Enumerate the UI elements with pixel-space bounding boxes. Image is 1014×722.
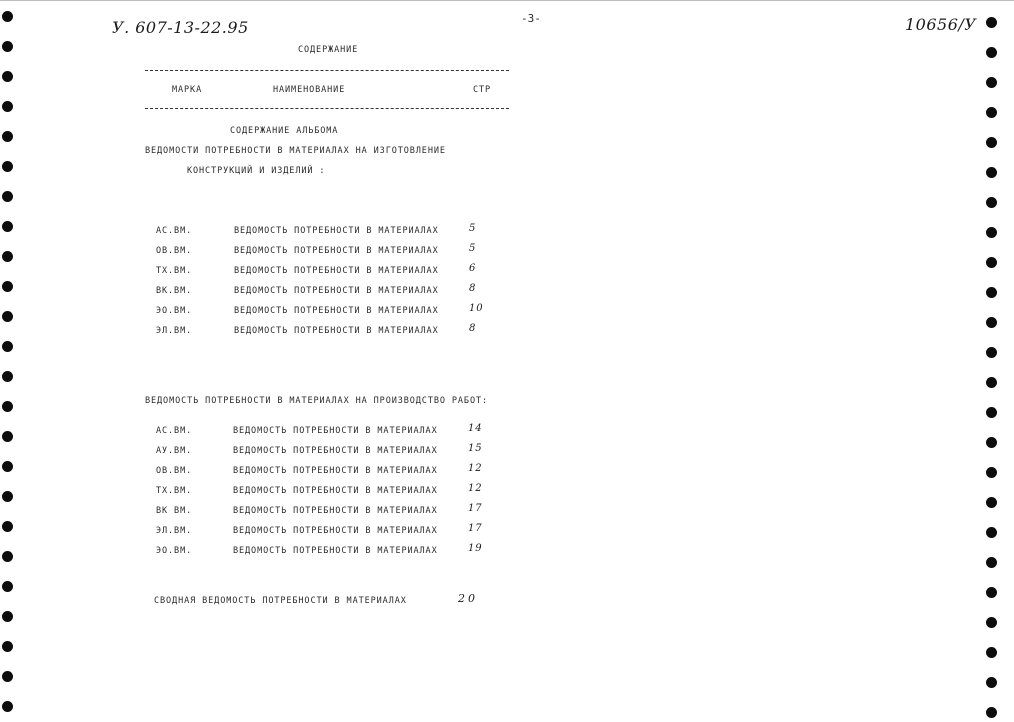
item-name: ВЕДОМОСТЬ ПОТРЕБНОСТИ В МАТЕРИАЛАХ <box>234 286 439 296</box>
summary-label: СВОДНАЯ ВЕДОМОСТЬ ПОТРЕБНОСТИ В МАТЕРИАЛАХ <box>154 596 407 606</box>
item-code: ЭО.ВМ. <box>156 546 193 556</box>
item-code: ЭЛ.ВМ. <box>156 326 193 336</box>
item-page-number: 12 <box>468 483 483 494</box>
page-number: -3- <box>521 12 541 25</box>
item-code: ВК ВМ. <box>156 506 193 516</box>
section-manufacturing-subheading: КОНСТРУКЦИЙ И ИЗДЕЛИЙ : <box>187 166 326 176</box>
tractor-hole <box>986 437 997 448</box>
item-page-number: 12 <box>468 463 483 474</box>
item-name: ВЕДОМОСТЬ ПОТРЕБНОСТИ В МАТЕРИАЛАХ <box>233 546 438 556</box>
tractor-hole <box>2 521 13 532</box>
tractor-hole <box>2 461 13 472</box>
tractor-hole <box>2 551 13 562</box>
item-code: АС.ВМ. <box>156 226 193 236</box>
item-page-number: 6 <box>469 263 477 274</box>
tractor-hole <box>2 311 13 322</box>
item-name: ВЕДОМОСТЬ ПОТРЕБНОСТИ В МАТЕРИАЛАХ <box>233 506 438 516</box>
tractor-hole <box>2 101 13 112</box>
item-page-number: 19 <box>468 543 483 554</box>
tractor-hole <box>986 107 997 118</box>
item-name: ВЕДОМОСТЬ ПОТРЕБНОСТИ В МАТЕРИАЛАХ <box>233 446 438 456</box>
item-name: ВЕДОМОСТЬ ПОТРЕБНОСТИ В МАТЕРИАЛАХ <box>233 486 438 496</box>
tractor-hole <box>986 47 997 58</box>
section-album-contents: СОДЕРЖАНИЕ АЛЬБОМА <box>230 126 339 136</box>
tractor-hole <box>2 671 13 682</box>
item-code: ЭЛ.ВМ. <box>156 526 193 536</box>
tractor-hole <box>986 257 997 268</box>
tractor-hole <box>2 41 13 52</box>
tractor-hole <box>986 527 997 538</box>
tractor-hole <box>2 281 13 292</box>
tractor-hole <box>2 11 13 22</box>
tractor-hole <box>2 341 13 352</box>
tractor-hole <box>2 71 13 82</box>
tractor-hole <box>2 191 13 202</box>
item-code: АУ.ВМ. <box>156 446 193 456</box>
item-name: ВЕДОМОСТЬ ПОТРЕБНОСТИ В МАТЕРИАЛАХ <box>234 226 439 236</box>
handwritten-document-number: 10656/У <box>905 15 977 34</box>
item-page-number: 17 <box>468 523 483 534</box>
item-code: АС.ВМ. <box>156 426 193 436</box>
item-page-number: 8 <box>469 323 477 334</box>
item-name: ВЕДОМОСТЬ ПОТРЕБНОСТИ В МАТЕРИАЛАХ <box>234 266 439 276</box>
item-code: ОВ.ВМ. <box>156 466 193 476</box>
column-header-name: НАИМЕНОВАНИЕ <box>273 85 346 95</box>
item-page-number: 10 <box>469 303 484 314</box>
item-name: ВЕДОМОСТЬ ПОТРЕБНОСТИ В МАТЕРИАЛАХ <box>234 306 439 316</box>
tractor-hole <box>986 407 997 418</box>
header-bottom-rule <box>145 108 509 109</box>
item-page-number: 5 <box>469 243 477 254</box>
tractor-hole <box>2 401 13 412</box>
tractor-hole <box>2 131 13 142</box>
tractor-hole <box>986 347 997 358</box>
tractor-hole <box>986 377 997 388</box>
tractor-hole <box>2 611 13 622</box>
tractor-hole <box>986 17 997 28</box>
tractor-hole <box>986 197 997 208</box>
tractor-hole <box>986 317 997 328</box>
tractor-hole <box>2 161 13 172</box>
tractor-hole <box>986 617 997 628</box>
tractor-hole <box>2 641 13 652</box>
handwritten-document-code: У. 607-13-22.95 <box>112 18 249 37</box>
tractor-hole <box>986 647 997 658</box>
item-name: ВЕДОМОСТЬ ПОТРЕБНОСТИ В МАТЕРИАЛАХ <box>234 246 439 256</box>
item-name: ВЕДОМОСТЬ ПОТРЕБНОСТИ В МАТЕРИАЛАХ <box>233 526 438 536</box>
tractor-hole <box>986 677 997 688</box>
item-code: ЭО.ВМ. <box>156 306 193 316</box>
tractor-hole <box>2 491 13 502</box>
tractor-hole <box>986 167 997 178</box>
item-code: ТХ.ВМ. <box>156 486 193 496</box>
item-page-number: 15 <box>468 443 483 454</box>
tractor-hole <box>2 701 13 712</box>
header-top-rule <box>145 70 509 71</box>
tractor-hole <box>2 581 13 592</box>
item-name: ВЕДОМОСТЬ ПОТРЕБНОСТИ В МАТЕРИАЛАХ <box>234 326 439 336</box>
item-page-number: 17 <box>468 503 483 514</box>
summary-page-number: 20 <box>458 592 478 605</box>
tractor-hole <box>2 431 13 442</box>
section-works-heading: ВЕДОМОСТЬ ПОТРЕБНОСТИ В МАТЕРИАЛАХ НА ПРОИЗВОДСТВО РАБОТ: <box>145 396 488 406</box>
tractor-hole <box>986 587 997 598</box>
tractor-hole <box>2 371 13 382</box>
item-name: ВЕДОМОСТЬ ПОТРЕБНОСТИ В МАТЕРИАЛАХ <box>233 466 438 476</box>
column-header-page: СТР <box>473 85 492 95</box>
top-edge-line <box>0 0 1014 1</box>
tractor-hole <box>986 557 997 568</box>
tractor-hole <box>986 227 997 238</box>
item-code: ОВ.ВМ. <box>156 246 193 256</box>
tractor-hole <box>986 707 997 718</box>
tractor-hole <box>986 287 997 298</box>
tractor-hole <box>986 467 997 478</box>
tractor-hole <box>986 77 997 88</box>
left-tractor-holes <box>0 0 14 722</box>
column-header-mark: МАРКА <box>172 85 203 95</box>
item-name: ВЕДОМОСТЬ ПОТРЕБНОСТИ В МАТЕРИАЛАХ <box>233 426 438 436</box>
item-code: ВК.ВМ. <box>156 286 193 296</box>
item-code: ТХ.ВМ. <box>156 266 193 276</box>
tractor-hole <box>2 221 13 232</box>
tractor-hole <box>986 137 997 148</box>
right-tractor-holes <box>984 0 998 722</box>
page-title: СОДЕРЖАНИЕ <box>298 45 359 55</box>
tractor-hole <box>2 251 13 262</box>
tractor-hole <box>986 497 997 508</box>
item-page-number: 14 <box>468 423 483 434</box>
section-manufacturing-heading: ВЕДОМОСТИ ПОТРЕБНОСТИ В МАТЕРИАЛАХ НА ИЗГОТОВЛЕНИЕ <box>145 146 446 156</box>
item-page-number: 8 <box>469 283 477 294</box>
item-page-number: 5 <box>469 223 477 234</box>
